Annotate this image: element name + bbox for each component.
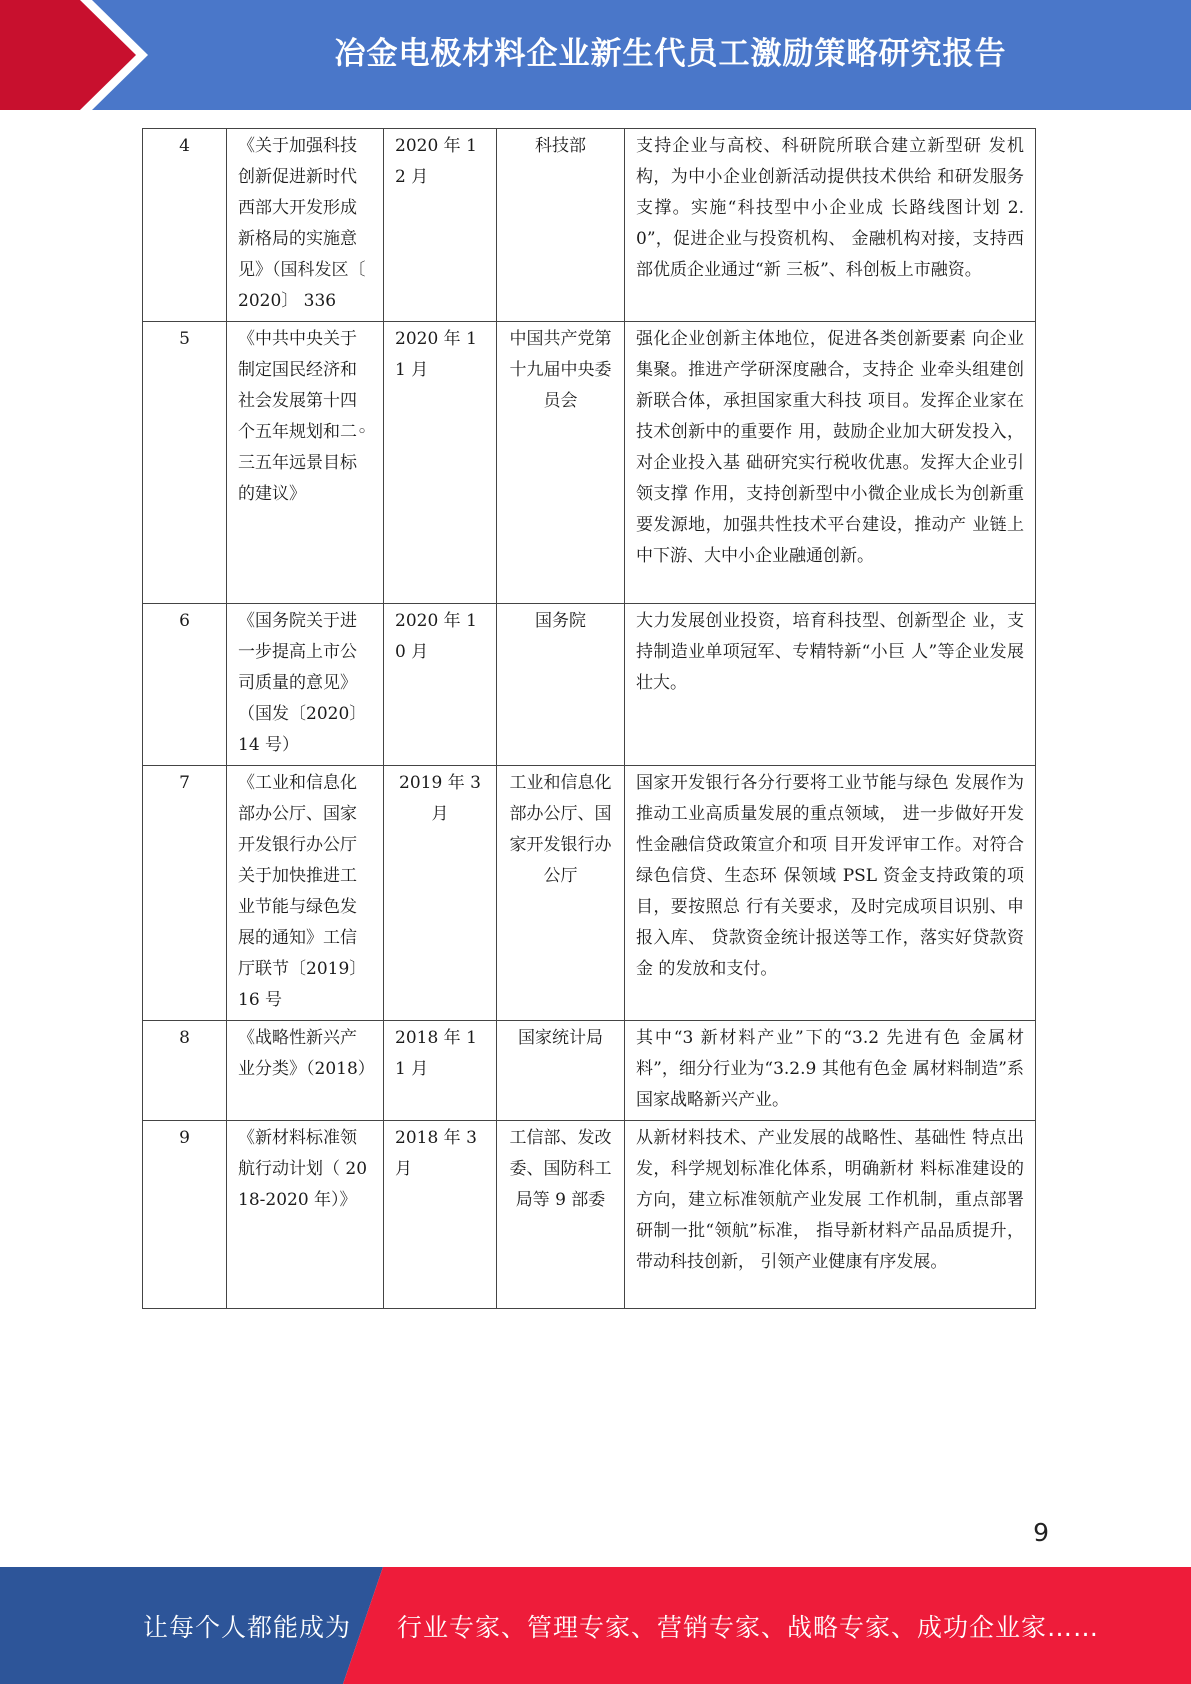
row-number: 9 bbox=[143, 1121, 227, 1309]
policy-content: 大力发展创业投资，培育科技型、创新型企 业，支持制造业单项冠军、专精特新“小巨 人”等企业发展壮大。 bbox=[625, 604, 1036, 766]
page-number: 9 bbox=[1033, 1518, 1049, 1547]
row-number: 7 bbox=[143, 766, 227, 1021]
table-row bbox=[143, 1121, 1036, 1309]
policy-content: 支持企业与高校、科研院所联合建立新型研 发机构，为中小企业创新活动提供技术供给 和研发服务支撑。实施“科技型中小企业成 长路线图计划 2.0”，促进企业与投资机构、 金融机构对接，支持西部优质企业通过“新 三板”、科创板上市融资。 bbox=[625, 129, 1036, 322]
policy-title: 《工业和信息化部办公厅、国家开发银行办公厅关于加快推进工业节能与绿色发展的通知》工信厅联节〔2019〕16 号 bbox=[227, 766, 384, 1021]
footer-slogan-left: 让每个人都能成为 bbox=[143, 1612, 352, 1642]
policy-content: 强化企业创新主体地位，促进各类创新要素 向企业集聚。推进产学研深度融合，支持企 业牵头组建创新联合体，承担国家重大科技 项目。发挥企业家在技术创新中的重要作 用，鼓励企业加大研发投入，对企业投入基 础研究实行税收优惠。发挥大企业引领支撑 作用，支持创新型中小微企业成长为创新重 要发源地，加强共性技术平台建设，推动产 业链上中下游、大中小企业融通创新。 bbox=[625, 322, 1036, 604]
row-number: 8 bbox=[143, 1021, 227, 1121]
policy-content: 从新材料技术、产业发展的战略性、基础性 特点出发，科学规划标准化体系，明确新材 料标准建设的方向，建立标准领航产业发展 工作机制，重点部署研制一批“领航”标准， 指导新材料产品品质提升，带动科技创新， 引领产业健康有序发展。 bbox=[625, 1121, 1036, 1309]
row-number: 4 bbox=[143, 129, 227, 322]
policy-title: 《国务院关于进一步提高上市公司质量的意见》（国发〔2020〕14 号） bbox=[227, 604, 384, 766]
policy-title: 《中共中央关于制定国民经济和社会发展第十四个五年规划和二◦三五年远景目标的建议》 bbox=[227, 322, 384, 604]
report-title: 冶金电极材料企业新生代员工激励策略研究报告 bbox=[334, 35, 1007, 72]
footer-slogan-right: 行业专家、管理专家、营销专家、战略专家、成功企业家…… bbox=[397, 1612, 1100, 1642]
policy-title: 《战略性新兴产业分类》（2018） bbox=[227, 1021, 384, 1121]
issuing-department: 工信部、发改委、国防科工局等 9 部委 bbox=[497, 1121, 625, 1309]
page-footer bbox=[0, 1567, 1191, 1684]
issuing-department: 工业和信息化部办公厅、国家开发银行办公厅 bbox=[497, 766, 625, 1021]
policy-content: 其中“3 新材料产业”下的“3.2 先进有色 金属材料”，细分行业为“3.2.9 其他有色金 属材料制造”系国家战略新兴产业。 bbox=[625, 1021, 1036, 1121]
table-row bbox=[143, 1021, 1036, 1121]
table-row bbox=[143, 129, 1036, 322]
issue-date: 2020 年 11 月 bbox=[384, 322, 497, 604]
row-number: 6 bbox=[143, 604, 227, 766]
issue-date: 2020 年 12 月 bbox=[384, 129, 497, 322]
policy-content: 国家开发银行各分行要将工业节能与绿色 发展作为推动工业高质量发展的重点领域， 进一步做好开发性金融信贷政策宣介和项 目开发评审工作。对符合绿色信贷、生态环 保领域 PSL 资金支持政策的项目，要按照总 行有关要求，及时完成项目识别、申报入库、 贷款资金统计报送等工作，落实好贷款资金 的发放和支付。 bbox=[625, 766, 1036, 1021]
issue-date: 2018 年 11 月 bbox=[384, 1021, 497, 1121]
issuing-department: 国家统计局 bbox=[497, 1021, 625, 1121]
policy-title: 《新材料标准领航行动计划（ 2018-2020 年）》 bbox=[227, 1121, 384, 1309]
row-number: 5 bbox=[143, 322, 227, 604]
table-row bbox=[143, 604, 1036, 766]
table-row bbox=[143, 766, 1036, 1021]
issuing-department: 中国共产党第十九届中央委员会 bbox=[497, 322, 625, 604]
issue-date: 2020 年 10 月 bbox=[384, 604, 497, 766]
page-header bbox=[0, 0, 1191, 110]
policy-table bbox=[142, 128, 1036, 1309]
issuing-department: 国务院 bbox=[497, 604, 625, 766]
issue-date: 2019 年 3 月 bbox=[384, 766, 497, 1021]
table-row bbox=[143, 322, 1036, 604]
issuing-department: 科技部 bbox=[497, 129, 625, 322]
policy-title: 《关于加强科技创新促进新时代西部大开发形成新格局的实施意见》（国科发区〔 2020〕 336 bbox=[227, 129, 384, 322]
issue-date: 2018 年 3 月 bbox=[384, 1121, 497, 1309]
